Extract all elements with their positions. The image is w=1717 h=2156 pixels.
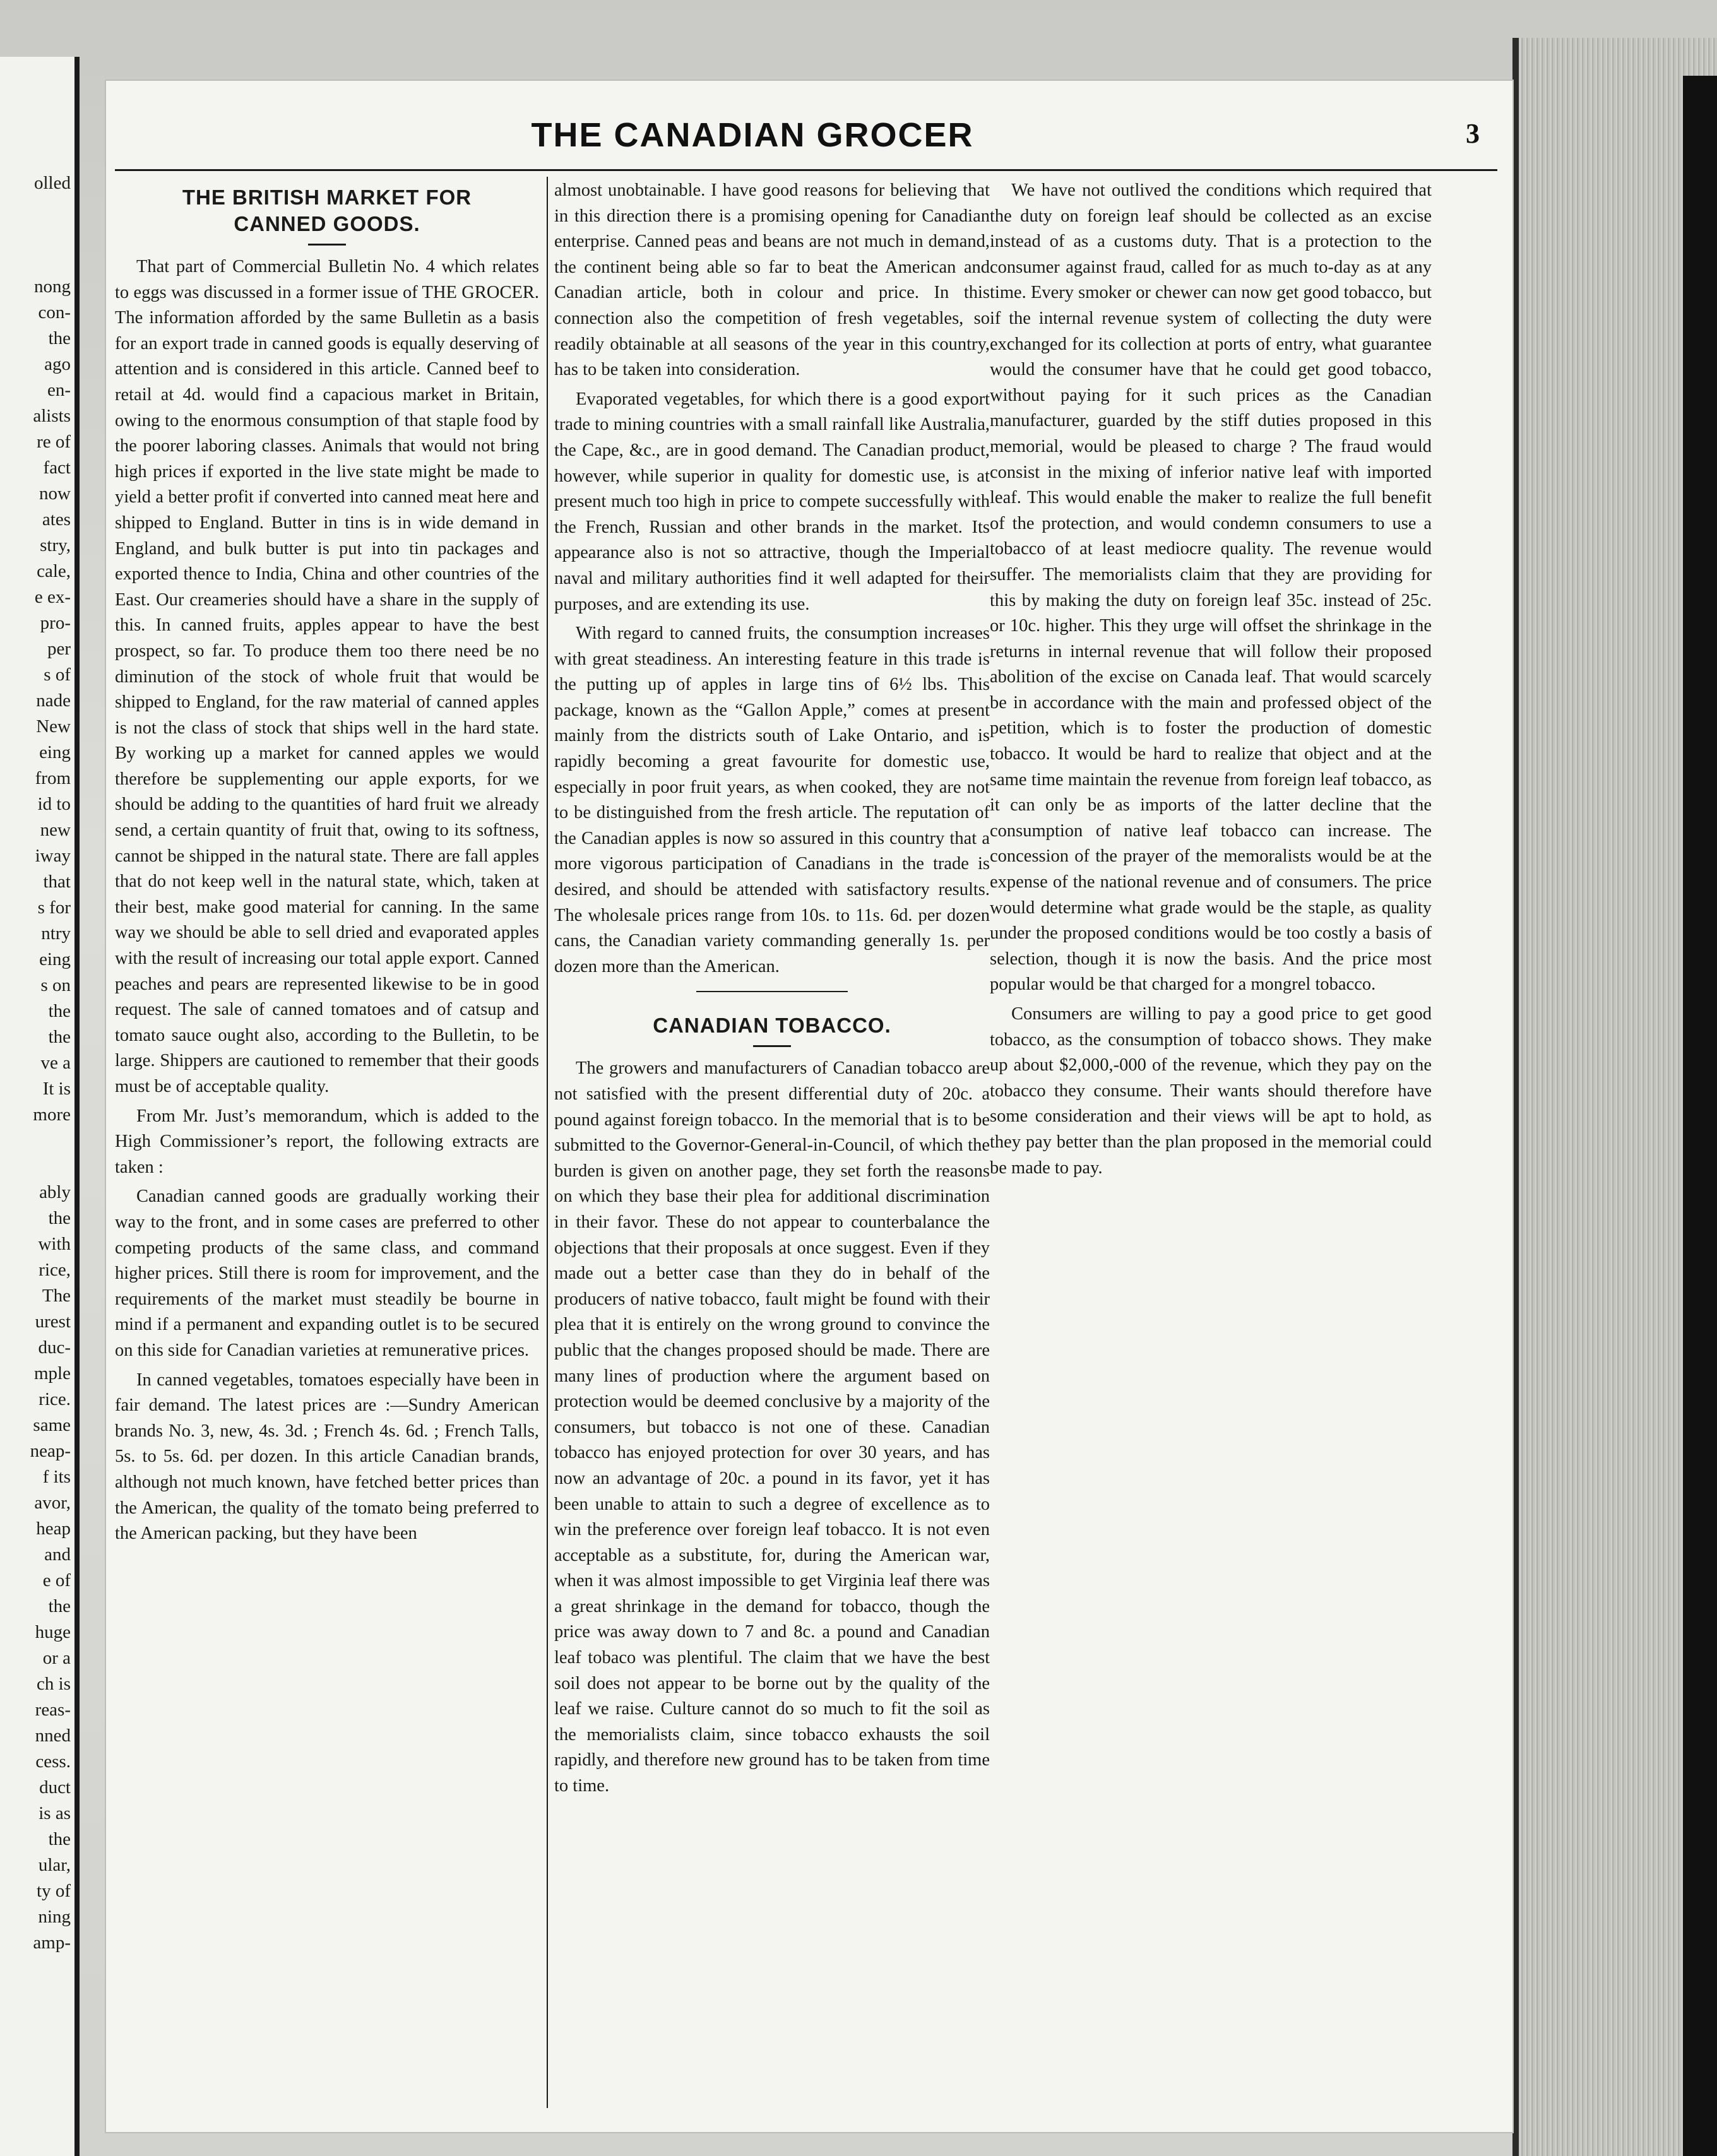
facing-page-text-fragment: or a <box>42 1648 71 1668</box>
facing-page-text-fragment: eing <box>39 742 71 762</box>
facing-page-text-fragment: re of <box>37 432 71 452</box>
facing-page-text-fragment: new <box>40 820 71 840</box>
facing-page-text-fragment: rice, <box>39 1260 71 1280</box>
column-rule <box>547 177 548 2108</box>
facing-page-text-fragment: duct <box>39 1777 71 1798</box>
facing-page-text-fragment: ve a <box>40 1053 71 1073</box>
facing-page-text-fragment: ch is <box>37 1674 71 1694</box>
facing-page-text-fragment: cess. <box>35 1751 71 1772</box>
article-paragraph: In canned vegetables, tomatoes especially have been in fair demand. The latest prices are :—Sundry American brands No. 3, new, 4s. 3d. ; French 4s. 6d. ; French Talls, 5s. to 5s. 6d. per dozen. In this article Canadian brands, although not much known, have fetched better prices than the American, the quality of the tomato being preferred to the American packing, but they have been <box>115 1370 539 1544</box>
column-2 <box>554 178 990 1803</box>
facing-page-text-fragment: cale, <box>37 561 71 581</box>
article-paragraph: From Mr. Just’s memorandum, which is added to the High Commissioner’s report, the following extracts are taken : <box>115 1106 539 1177</box>
facing-page-text-fragment: s on <box>40 975 71 995</box>
facing-page-text-fragment: heap <box>36 1519 71 1539</box>
facing-page-text-fragment: is as <box>39 1803 71 1823</box>
facing-page-text-fragment: per <box>47 639 71 659</box>
facing-page-text-fragment: stry, <box>40 535 71 555</box>
facing-page-text-fragment: s of <box>44 665 71 685</box>
facing-page-text-fragment: s for <box>37 897 71 918</box>
facing-page-text-fragment: nong <box>34 276 71 297</box>
facing-page-text-fragment: ago <box>44 354 71 374</box>
facing-page-text-fragment: pro- <box>40 613 71 633</box>
facing-page-text-fragment: the <box>48 328 71 348</box>
facing-page-text-fragment: It is <box>42 1079 71 1099</box>
facing-page-fragment <box>0 57 80 2156</box>
facing-page-text-fragment: with <box>38 1234 71 1254</box>
page-number: 3 <box>1466 118 1480 149</box>
facing-page-text-fragment: eing <box>39 949 71 969</box>
facing-page-text-fragment: e ex- <box>34 587 71 607</box>
facing-page-text-fragment: ning <box>38 1907 71 1927</box>
masthead <box>106 116 1512 155</box>
facing-page-text-fragment: mple <box>34 1363 71 1383</box>
masthead-title: THE CANADIAN GROCER <box>531 116 974 154</box>
article-paragraph: Consumers are willing to pay a good price to get good tobacco, as the consumption of tobacco shows. They make up about $2,000,-000 of the revenue, which they pay on the tobacco they consume. Their wants should therefore have some consideration and their views will be apt to hold, as they pay better than the plan proposed in the memorial could be made to pay. <box>990 1004 1432 1178</box>
facing-page-text-fragment: fact <box>43 458 71 478</box>
book-binding-shadow <box>1683 76 1717 2156</box>
facing-page-text-fragment: avor, <box>34 1493 71 1513</box>
article-paragraph: That part of Commercial Bulletin No. 4 which relates to eggs was discussed in a former issue of THE GROCER. The information afforded by the same Bulletin as a basis for an export trade in canned goods is equally deserving of attention and is considered in this article. Canned beef to retail at 4d. would find a capacious market in Britain, owing to the enormous consumption of that staple food by the poorer laboring classes. Animals that would not bring high prices if exported in the live state might be made to yield a better profit if converted into canned meat here and shipped to England. Butter in tins is in wide demand in England, and bulk butter is put into tin packages and exported thence to India, China and other countries of the East. Our creameries should have a share in the supply of this. In canned fruits, apples appear to have the best prospect, so far. To produce them too there need be no diminution of the stock of whole fruit that would be shipped to England, for the raw material of canned apples is not the class of stock that ships well in the hard state. By working up a market for canned apples we would therefore be supplementing our apple exports, for we should be adding to the quantities of hard fruit we already send, a certain quantity of fruit that, owing to its softness, cannot be shipped in the natural state. There are fall apples that do not keep well in the natural state, which, taken at their best, make good material for canning. In the same way we should be able to sell dried and evaporated apples with the result of increasing our total apple export. Canned peaches and pears are represented likewise to be in good request. The sale of canned tomatoes and of catsup and tomato sauce ought also, according to the Bulletin, to be large. Shippers are cautioned to remember that their goods must be of acceptable quality. <box>115 257 539 1096</box>
facing-page-text-fragment: ates <box>42 509 71 530</box>
facing-page-text-fragment: id to <box>37 794 71 814</box>
facing-page-text-fragment: rice. <box>39 1389 71 1409</box>
facing-page-text-fragment: the <box>48 1596 71 1616</box>
masthead-rule <box>115 169 1497 171</box>
facing-page-text-fragment: olled <box>34 173 71 193</box>
facing-page-text-fragment: nade <box>36 690 71 711</box>
article-paragraph: Canadian canned goods are gradually working their way to the front, and in some cases are preferred to other competing products of the same class, and command higher prices. Still there is room for improvement, and the requirements of the market must steadily be bourne in mind if a permanent and expanding outlet is to be secured on this side for Canadian varieties at remunerative prices. <box>115 1187 539 1360</box>
facing-page-text-fragment: en- <box>47 380 71 400</box>
facing-page-text-fragment: urest <box>35 1312 71 1332</box>
article-paragraph: We have not outlived the conditions which required that the duty on foreign leaf should be collected as an excise instead of as a customs duty. That is a protection to the consumer against fraud, called for as much to-day as at any time. Every smoker or chewer can now get good tobacco, but if the internal revenue system of collecting the duty were exchanged for its collection at ports of entry, what guarantee would the consumer have that he could get good tobacco, without paying for it such prices as the Canadian manufacturer, guarded by the stiff duties proposed in this memorial, would be pleased to charge ? The fraud would consist in the mixing of inferior native leaf with imported leaf. This would enable the maker to realize the full benefit of the protection, and would condemn consumers to use a tobacco of at least mediocre quality. The revenue would suffer. The memorialists claim that they are providing for this by making the duty on foreign leaf 35c. instead of 25c. or 10c. higher. This they urge will offset the shrinkage in the returns in internal revenue that will follow their proposed abolition of the excise on Canada leaf. That would scarcely be in accordance with the main and professed object of the petition, which is to foster the production of domestic tobacco. It would be hard to realize that object and at the same time maintain the revenue from foreign leaf tobacco, as it can only be as imports of the latter decline that the consumption of native leaf tobacco can increase. The concession of the prayer of the memoralists would be at the expense of the national revenue and of consumers. The price would determine what grade would be the staple, as quality under the proposed conditions would be too costly a basis of selection, though it is now the basis. And the price most popular would be that charged for a mongrel tobacco. <box>990 181 1432 995</box>
facing-page-text-fragment: duc- <box>38 1337 71 1358</box>
facing-page-text-fragment: neap- <box>30 1441 71 1461</box>
facing-page-text-fragment: con- <box>38 302 71 323</box>
facing-page-text-fragment: same <box>33 1415 71 1435</box>
facing-page-text-fragment: the <box>48 1829 71 1849</box>
book-page-edges <box>1512 38 1717 2156</box>
facing-page-text-fragment: ular, <box>38 1855 71 1875</box>
article-paragraph: almost unobtainable. I have good reasons for believing that in this direction there is a promising opening for Canadian enterprise. Canned peas and beans are not much in demand, the continent being able so far to beat the American and Canadian article, both in colour and price. In this connection also the competition of fresh vegetables, so readily obtainable at all seasons of the year in this country, has to be taken into consideration. <box>554 181 990 380</box>
newspaper-page <box>106 81 1512 2132</box>
facing-page-text-fragment: amp- <box>33 1933 71 1953</box>
facing-page-text-fragment: nned <box>35 1726 71 1746</box>
article-paragraph: Evaporated vegetables, for which there is a good export trade to mining countries with a small rainfall like Australia, the Cape, &c., are in good demand. The Canadian product, however, while superior in quality for domestic use, is at present much too high in price to compete successfully with the French, Russian and other brands in the market. Its appearance also is not so attractive, though the Imperial naval and military authorities find it well adapted for their purposes, and are extending its use. <box>554 389 990 614</box>
article-paragraph: The growers and manufacturers of Canadian tobacco are not satisfied with the present differential duty of 20c. a pound against foreign tobacco. In the memorial that is to be submitted to the Governor-General-in-Council, of which the burden is given on another page, they set forth the reasons on which they base their plea for additional discrimination in their favor. These do not appear to counterbalance the objections that their proposals at once suggest. Even if they made out a better case than they do in behalf of the producers of native tobacco, fault might be found with their plea that it is entirely on the wrong ground to convince the public that the changes proposed should be made. There are many lines of production where the argument based on protection would be deemed conclusive by a majority of the consumers, but tobacco is not one of these. Canadian tobacco has enjoyed protection for over 30 years, and has now an advantage of 20c. a pound in its favor, yet it has been unable to attain to such a degree of excellence as to win the preference over foreign leaf tobacco. It is not even acceptable as a substitute, for, during the American war, when it was almost impossible to get Virginia leaf there was a great shrinkage in the demand for tobacco, though the price was away down to 7 and 8c. a pound and Canadian leaf tobaco was plentiful. The claim that we have the best soil does not appear to be borne out by the quality of the leaf we raise. Culture cannot do so much to fit the soil as the memorialists claim, since tobacco exhausts the soil rapidly, and therefore new ground has to be taken from time to time. <box>554 1058 990 1796</box>
article-separator <box>696 991 848 992</box>
column-1 <box>115 175 539 1551</box>
facing-page-text-fragment: reas- <box>35 1700 71 1720</box>
facing-page-text-fragment: ntry <box>41 923 71 944</box>
article-paragraph: With regard to canned fruits, the consumption increases with great steadiness. An interesting feature in this trade is the putting up of apples in large tins of 6½ lbs. This package, known as the “Gallon Apple,” comes at present mainly from the districts south of Lake Ontario, and is rapidly becoming a great favourite for domestic use, especially in poor fruit years, as when cooked, they are not to be distinguished from the fresh article. The reputation of the Canadian apples is now so assured in this country that a more vigorous participation of Canadians in the trade is desired, and should be attended with satisfactory results. The wholesale prices range from 10s. to 11s. 6d. per dozen cans, the Canadian variety commanding generally 1s. per dozen more than the American. <box>554 624 990 976</box>
facing-page-text-fragment: huge <box>35 1622 71 1642</box>
facing-page-text-fragment: now <box>39 483 71 504</box>
facing-page-text-fragment: more <box>33 1105 71 1125</box>
facing-page-text-fragment: iway <box>35 846 71 866</box>
facing-page-text-fragment: from <box>35 768 71 788</box>
article-headline-british-market: THE BRITISH MARKET FOR CANNED GOODS. <box>182 186 472 235</box>
column-3 <box>990 178 1432 1185</box>
facing-page-text-fragment: e of <box>42 1570 71 1590</box>
headline-dash <box>753 1045 791 1047</box>
facing-page-text-fragment: f its <box>42 1467 71 1487</box>
facing-page-text-fragment: ably <box>39 1182 71 1202</box>
facing-page-text-fragment: the <box>48 1027 71 1047</box>
facing-page-text-fragment: the <box>48 1001 71 1021</box>
facing-page-text-fragment: and <box>44 1544 71 1565</box>
facing-page-text-fragment: that <box>43 872 71 892</box>
headline-dash <box>308 244 346 246</box>
facing-page-text-fragment: New <box>36 716 71 737</box>
facing-page-text-fragment: ty of <box>37 1881 71 1901</box>
facing-page-text-fragment: alists <box>33 406 71 426</box>
facing-page-text-fragment: the <box>48 1208 71 1228</box>
article-headline-canadian-tobacco: CANADIAN TOBACCO. <box>653 1014 891 1038</box>
facing-page-text-fragment: The <box>42 1286 71 1306</box>
